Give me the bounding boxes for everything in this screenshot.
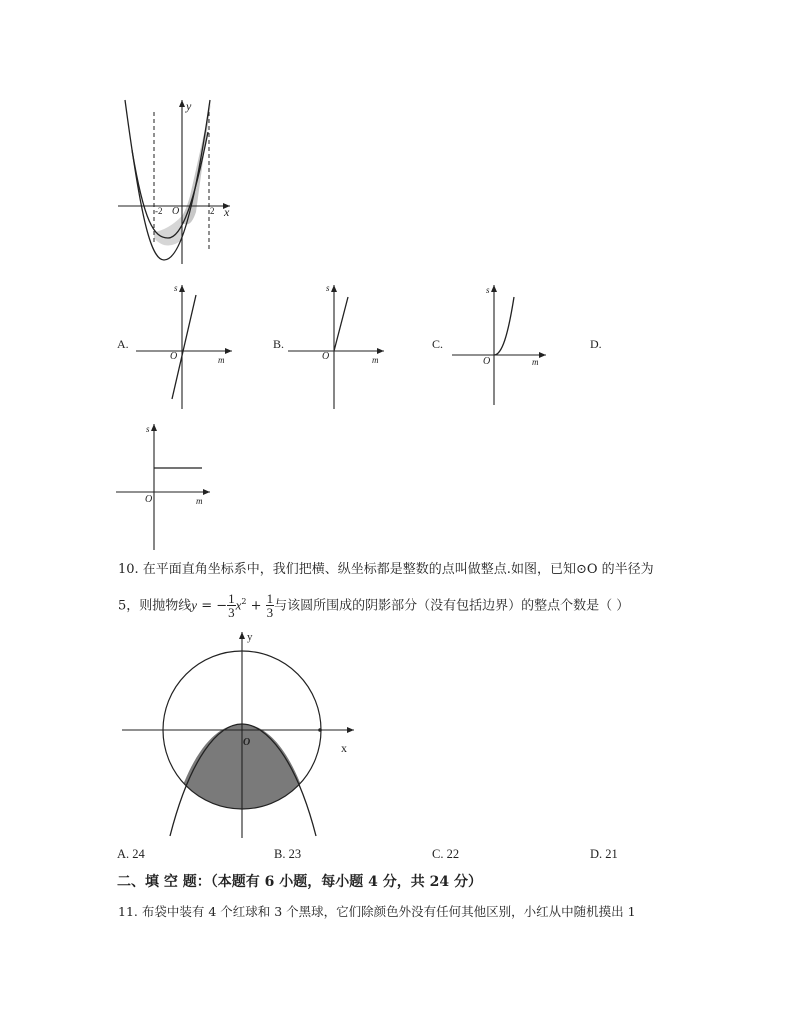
tick-2: 2 [210,206,215,216]
eq-plus: + [246,598,266,614]
x-label: x [224,205,230,219]
option-d-label: D. [590,337,602,351]
x-axis-arrow [225,348,232,354]
m-label: m [372,355,379,365]
question-10-line1: 10. 在平面直角坐标系中，我们把横、纵坐标都是整数的点叫做整点.如图，已知⊙O 的半径为 [118,562,654,577]
choice-d: D. 21 [590,847,618,861]
top-parabola-figure [110,92,250,270]
section-title: 二、填 空 题：（本题有 6 小题，每小题 4 分，共 24 分） [117,874,482,890]
option-b-label: B. [273,337,285,351]
choice-b: B. 23 [274,847,302,861]
origin-label: O [243,737,251,748]
eq-x: x [235,597,242,613]
x-axis-arrow [203,489,210,495]
option-c-label: C. [432,337,444,351]
y-label: y [247,631,253,643]
y-label: y [186,99,192,113]
y-axis-arrow [491,285,497,292]
parabola-upper [132,132,208,238]
origin-label: O [170,351,178,362]
option-a-graph [134,281,238,411]
origin-label: O [145,494,153,505]
eq-exponent: 2 [241,597,247,606]
origin-label: O [483,356,491,367]
m-label: m [196,496,203,506]
fraction-1: $\frac{1}{3}$ [228,591,235,621]
origin-label: O [322,351,330,362]
eq-eq: = − [197,598,228,614]
m-label: m [532,357,539,367]
x-axis-arrow [347,727,354,733]
question-10-line2 [118,592,629,619]
y-axis-arrow [331,285,337,292]
circle-parabola-figure [118,628,368,840]
fraction-2: $\frac{1}{3}$ [266,591,274,621]
option-c-graph [446,281,550,411]
x-axis-arrow [377,348,384,354]
line2-prefix: 5，则抛物线 [118,598,192,614]
s-label: s [326,283,330,293]
question-11: 11. 布袋中装有 4 个红球和 3 个黑球，它们除颜色外没有任何其他区别，小红从中随机摸出 1 [118,904,636,919]
s-label: s [174,283,178,293]
option-a-label: A. [117,337,129,351]
y-axis-arrow [239,632,245,639]
m-label: m [218,355,225,365]
tick-neg2: -2 [155,206,163,216]
line-graph [172,295,196,399]
intersection-dot [318,728,322,732]
option-b-graph [286,281,390,411]
origin-label: O [172,206,180,217]
x-axis-arrow [539,352,546,358]
choice-c: C. 22 [432,847,460,861]
line2-suffix: 与该圆所围成的阴影部分（没有包括边界）的整点个数是（ ） [274,598,630,614]
choice-a: A. 24 [117,847,145,861]
s-label: s [486,285,490,295]
eq-y: y [191,597,198,613]
y-axis-arrow [151,424,157,431]
ray-graph [334,297,348,351]
y-axis-arrow [179,100,185,107]
s-label: s [146,424,150,434]
y-axis-arrow [179,285,185,292]
option-d-graph [114,420,218,552]
x-label: x [341,741,347,755]
curve-graph [494,297,514,355]
